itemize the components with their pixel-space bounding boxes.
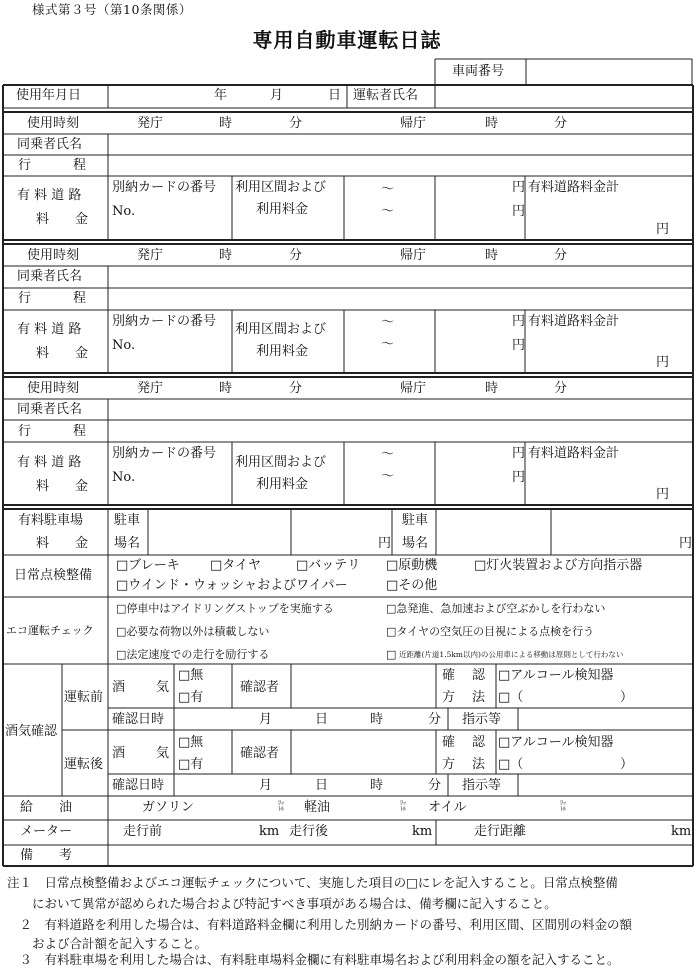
depart-minute-unit: 分 bbox=[289, 381, 303, 396]
instructions-label: 指示等 bbox=[462, 712, 502, 727]
gasoline-label: ガソリン bbox=[142, 800, 195, 815]
sake-label-b: 気 bbox=[156, 746, 170, 761]
form-reference: 様式第３号（第10条関係） bbox=[32, 2, 192, 17]
depart-label: 発庁 bbox=[137, 248, 164, 263]
eco-tire-pressure[interactable]: □タイヤの空気圧の目視による点検を行う bbox=[386, 625, 595, 638]
yen-unit-2: 円 bbox=[512, 470, 526, 485]
check-battery[interactable]: □バッテリ bbox=[296, 558, 361, 573]
use-time-label: 使用時刻 bbox=[27, 116, 80, 131]
check-washer-wiper[interactable]: □ウインド・ウォッシャおよびワイパー bbox=[116, 578, 348, 593]
return-minute-unit: 分 bbox=[554, 381, 568, 396]
use-time-label: 使用時刻 bbox=[27, 248, 80, 263]
other-close-after: ） bbox=[620, 757, 634, 772]
eco-no-extra-load[interactable]: □必要な荷物以外は積載しない bbox=[116, 625, 270, 638]
sake-label-a: 酒 bbox=[112, 746, 126, 761]
tilde-2: ～ bbox=[381, 469, 395, 484]
daily-check-label: 日常点検整備 bbox=[14, 568, 93, 583]
use-time-label: 使用時刻 bbox=[27, 381, 80, 396]
meter-after-label: 走行後 bbox=[289, 824, 329, 839]
confirm-datetime-label: 確認日時 bbox=[112, 712, 165, 727]
card-number-label: 別納カードの番号 bbox=[112, 446, 217, 461]
meter-before-label: 走行前 bbox=[123, 824, 163, 839]
sake-label-b: 気 bbox=[156, 680, 170, 695]
alcohol-none-before[interactable]: □無 bbox=[178, 668, 204, 683]
after-driving-label: 運転後 bbox=[64, 757, 104, 772]
section-fee-label: 利用料金 bbox=[256, 477, 309, 492]
yen-unit-1: 円 bbox=[512, 180, 526, 195]
meter-label: メーター bbox=[20, 824, 73, 839]
depart-minute-unit: 分 bbox=[289, 248, 303, 263]
passengers-label: 同乗者氏名 bbox=[17, 137, 83, 152]
alcohol-none-after[interactable]: □無 bbox=[178, 735, 204, 750]
parking-lot-label-a: 駐車 bbox=[402, 513, 429, 528]
return-hour-unit: 時 bbox=[485, 381, 499, 396]
month-unit: 月 bbox=[270, 88, 284, 103]
driver-name-label: 運転者氏名 bbox=[353, 88, 419, 103]
card-no-prefix: No. bbox=[112, 470, 136, 485]
return-hour-unit: 時 bbox=[485, 248, 499, 263]
toll-total-label: 有料道路料金計 bbox=[528, 314, 620, 329]
method-label-a2: 認 bbox=[472, 668, 486, 683]
eco-short-distance: 近距離(片道1.5km以内)の公用車による移動は原則として行わない bbox=[399, 650, 624, 659]
confirm-datetime-label: 確認日時 bbox=[112, 778, 165, 793]
method-label-b1: 方 bbox=[442, 757, 456, 772]
return-label: 帰庁 bbox=[400, 381, 427, 396]
card-no-prefix: No. bbox=[112, 204, 136, 219]
route-label-b: 程 bbox=[73, 158, 87, 173]
toll-total-yen: 円 bbox=[656, 355, 670, 370]
toll-label: 有 料 道 路 bbox=[17, 188, 82, 203]
parking-label: 有料駐車場 bbox=[18, 513, 84, 528]
check-other[interactable]: □その他 bbox=[386, 578, 438, 593]
alcohol-yes-before[interactable]: □有 bbox=[178, 690, 204, 705]
yen-unit-2: 円 bbox=[512, 338, 526, 353]
day-unit: 日 bbox=[328, 88, 342, 103]
sake-label-a: 酒 bbox=[112, 680, 126, 695]
method-label-a1: 確 bbox=[442, 735, 456, 750]
note-1-cont: において異常が認められた場合および特記すべき事項がある場合は、備考欄に記入すること。 bbox=[7, 896, 557, 911]
remarks-label: 備 考 bbox=[20, 848, 73, 863]
light-oil-liter-unit: ﾘｯﾄﾙ bbox=[399, 800, 406, 813]
method-label-b1: 方 bbox=[442, 690, 456, 705]
depart-label: 発庁 bbox=[137, 116, 164, 131]
return-minute-unit: 分 bbox=[554, 248, 568, 263]
light-oil-label: 軽油 bbox=[304, 800, 331, 815]
meter-before-km: km bbox=[259, 824, 280, 839]
method-label-b2: 法 bbox=[472, 757, 486, 772]
note-3: ３ 有料駐車場を利用した場合は、有料駐車場料金欄に有料駐車場名および利用料金の額を記入すること。 bbox=[7, 952, 620, 967]
page-title: 専用自動車運転日誌 bbox=[252, 28, 442, 52]
return-label: 帰庁 bbox=[400, 116, 427, 131]
toll-total-label: 有料道路料金計 bbox=[528, 180, 620, 195]
tilde-2: ～ bbox=[381, 204, 395, 219]
route-label-b: 程 bbox=[73, 424, 87, 439]
eco-legal-speed[interactable]: □法定速度での走行を励行する bbox=[116, 648, 270, 661]
section-label: 利用区間および bbox=[235, 455, 327, 470]
eco-check-label: エコ運転チェック bbox=[6, 624, 94, 637]
meter-after-km: km bbox=[412, 824, 433, 839]
tilde-2: ～ bbox=[381, 337, 395, 352]
other-method-before[interactable]: □（ bbox=[498, 690, 524, 705]
alcohol-check-label: 酒気確認 bbox=[5, 724, 58, 739]
route-label-a: 行 bbox=[18, 291, 32, 306]
toll-total-yen: 円 bbox=[656, 222, 670, 237]
toll-label: 有 料 道 路 bbox=[17, 455, 82, 470]
eco-idling-stop[interactable]: □停車中はアイドリングストップを実施する bbox=[116, 602, 334, 615]
parking-fee-label: 料 金 bbox=[36, 536, 89, 551]
yen-unit-2: 円 bbox=[512, 204, 526, 219]
return-hour-unit: 時 bbox=[485, 116, 499, 131]
oil-liter-unit: ﾘｯﾄﾙ bbox=[559, 800, 566, 813]
passengers-label: 同乗者氏名 bbox=[17, 402, 83, 417]
method-label-a1: 確 bbox=[442, 668, 456, 683]
depart-hour-unit: 時 bbox=[219, 381, 233, 396]
method-label-a2: 認 bbox=[472, 735, 486, 750]
parking-lot-label-b: 場名 bbox=[114, 536, 141, 551]
fuel-label: 給 油 bbox=[20, 800, 73, 815]
depart-hour-unit: 時 bbox=[219, 116, 233, 131]
confirmer-label: 確認者 bbox=[240, 746, 280, 761]
card-no-prefix: No. bbox=[112, 338, 136, 353]
yen-unit-1: 円 bbox=[512, 314, 526, 329]
check-engine[interactable]: □原動機 bbox=[386, 558, 438, 573]
section-fee-label: 利用料金 bbox=[256, 344, 309, 359]
oil-label: オイル bbox=[428, 800, 467, 815]
distance-km: km bbox=[671, 824, 692, 839]
check-tire[interactable]: □タイヤ bbox=[210, 558, 262, 573]
parking-lot-label-a: 駐車 bbox=[114, 513, 141, 528]
card-number-label: 別納カードの番号 bbox=[112, 314, 217, 329]
note-2: ２ 有料道路を利用した場合は、有料道路料金欄に利用した別納カードの番号、利用区間、区間別の料金の額 bbox=[7, 917, 633, 932]
route-label-b: 程 bbox=[73, 291, 87, 306]
confirm-day-unit: 日 bbox=[315, 712, 329, 727]
year-unit: 年 bbox=[214, 88, 228, 103]
yen-unit-1: 円 bbox=[512, 446, 526, 461]
route-label-a: 行 bbox=[18, 158, 32, 173]
tilde-1: ～ bbox=[381, 447, 395, 462]
toll-label: 有 料 道 路 bbox=[17, 322, 82, 337]
toll-fee-label: 料 金 bbox=[36, 346, 89, 361]
confirmer-label: 確認者 bbox=[240, 680, 280, 695]
route-label-a: 行 bbox=[18, 424, 32, 439]
before-driving-label: 運転前 bbox=[64, 690, 104, 705]
eco-short-distance-checkbox[interactable]: □ bbox=[386, 648, 397, 661]
instructions-label: 指示等 bbox=[462, 778, 502, 793]
tilde-1: ～ bbox=[381, 315, 395, 330]
eco-smooth-start[interactable]: □急発進、急加速および空ぶかしを行わない bbox=[386, 602, 606, 615]
note-2-cont: および合計額を記入すること。 bbox=[7, 936, 208, 951]
depart-label: 発庁 bbox=[137, 381, 164, 396]
section-label: 利用区間および bbox=[235, 180, 327, 195]
depart-minute-unit: 分 bbox=[289, 116, 303, 131]
card-number-label: 別納カードの番号 bbox=[112, 180, 217, 195]
depart-hour-unit: 時 bbox=[219, 248, 233, 263]
toll-fee-label: 料 金 bbox=[36, 479, 89, 494]
check-lights[interactable]: □灯火装置および方向指示器 bbox=[474, 558, 643, 573]
detector-checkbox-before[interactable]: □アルコール検知器 bbox=[498, 668, 614, 683]
parking-yen-2: 円 bbox=[679, 536, 693, 551]
confirm-day-unit: 日 bbox=[315, 778, 329, 793]
note-1: 注１ 日常点検整備およびエコ運転チェックについて、実施した項目の□にレを記入すること。日常点検整備 bbox=[7, 875, 618, 890]
check-brake[interactable]: □ブレーキ bbox=[116, 558, 180, 573]
confirm-hour-unit: 時 bbox=[370, 712, 384, 727]
distance-label: 走行距離 bbox=[474, 824, 527, 839]
method-label-b2: 法 bbox=[472, 690, 486, 705]
tilde-1: ～ bbox=[381, 182, 395, 197]
other-close-before: ） bbox=[620, 690, 634, 705]
gasoline-liter-unit: ﾘｯﾄﾙ bbox=[277, 800, 284, 813]
confirm-hour-unit: 時 bbox=[370, 778, 384, 793]
confirm-month-unit: 月 bbox=[259, 778, 273, 793]
section-fee-label: 利用料金 bbox=[256, 202, 309, 217]
toll-fee-label: 料 金 bbox=[36, 212, 89, 227]
parking-yen-1: 円 bbox=[378, 536, 392, 551]
other-method-after[interactable]: □（ bbox=[498, 757, 524, 772]
alcohol-yes-after[interactable]: □有 bbox=[178, 757, 204, 772]
confirm-minute-unit: 分 bbox=[428, 778, 442, 793]
parking-lot-label-b: 場名 bbox=[402, 536, 429, 551]
passengers-label: 同乗者氏名 bbox=[17, 269, 83, 284]
return-label: 帰庁 bbox=[400, 248, 427, 263]
return-minute-unit: 分 bbox=[554, 116, 568, 131]
confirm-month-unit: 月 bbox=[259, 712, 273, 727]
date-label: 使用年月日 bbox=[16, 88, 82, 103]
vehicle-number-label: 車両番号 bbox=[452, 64, 505, 79]
toll-total-label: 有料道路料金計 bbox=[528, 446, 620, 461]
section-label: 利用区間および bbox=[235, 322, 327, 337]
detector-checkbox-after[interactable]: □アルコール検知器 bbox=[498, 735, 614, 750]
confirm-minute-unit: 分 bbox=[428, 712, 442, 727]
toll-total-yen: 円 bbox=[656, 487, 670, 502]
